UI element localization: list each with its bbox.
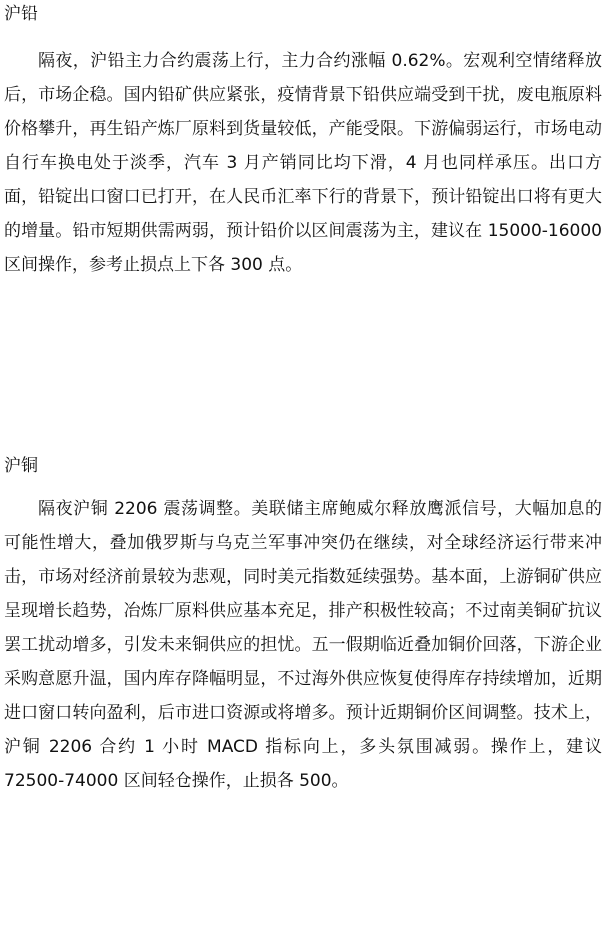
section-paragraph-lead: 隔夜，沪铅主力合约震荡上行，主力合约涨幅 0.62%。宏观利空情绪释放后，市场企稳。国内铅矿供应紧张，疫情背景下铅供应端受到干扰，废电瓶原料价格攀升，再生铅产炼厂原料到货量较低，产能受限。下游偏弱运行，市场电动自行车换电处于淡季，汽车 3 月产销同比均下滑，4 月也同样承压。出口方面，铅锭出口窗口已打开，在人民币汇率下行的背景下，预计铅锭出口将有更大的增量。铅市短期供需两弱，预计铅价以区间震荡为主，建议在 15000-16000 区间操作，参考止损点上下各 300 点。 xyxy=(4,51,602,275)
section-title-lead: 沪铅 xyxy=(4,4,38,24)
section-paragraph-copper: 隔夜沪铜 2206 震荡调整。美联储主席鲍威尔释放鹰派信号，大幅加息的可能性增大，叠加俄罗斯与乌克兰军事冲突仍在继续，对全球经济运行带来冲击，市场对经济前景较为悲观，同时美元指数延续强势。基本面，上游铜矿供应呈现增长趋势，冶炼厂原料供应基本充足，排产积极性较高；不过南美铜矿抗议罢工扰动增多，引发未来铜供应的担忧。五一假期临近叠加铜价回落，下游企业采购意愿升温，国内库存降幅明显，不过海外供应恢复使得库存持续增加，近期进口窗口转向盈利，后市进口资源或将增多。预计近期铜价区间调整。技术上，沪铜 2206 合约 1 小时 MACD 指标向上，多头氛围减弱。操作上，建议 72500-74000 区间轻仓操作，止损各 500。 xyxy=(4,499,602,791)
section-title-copper: 沪铜 xyxy=(4,456,38,476)
